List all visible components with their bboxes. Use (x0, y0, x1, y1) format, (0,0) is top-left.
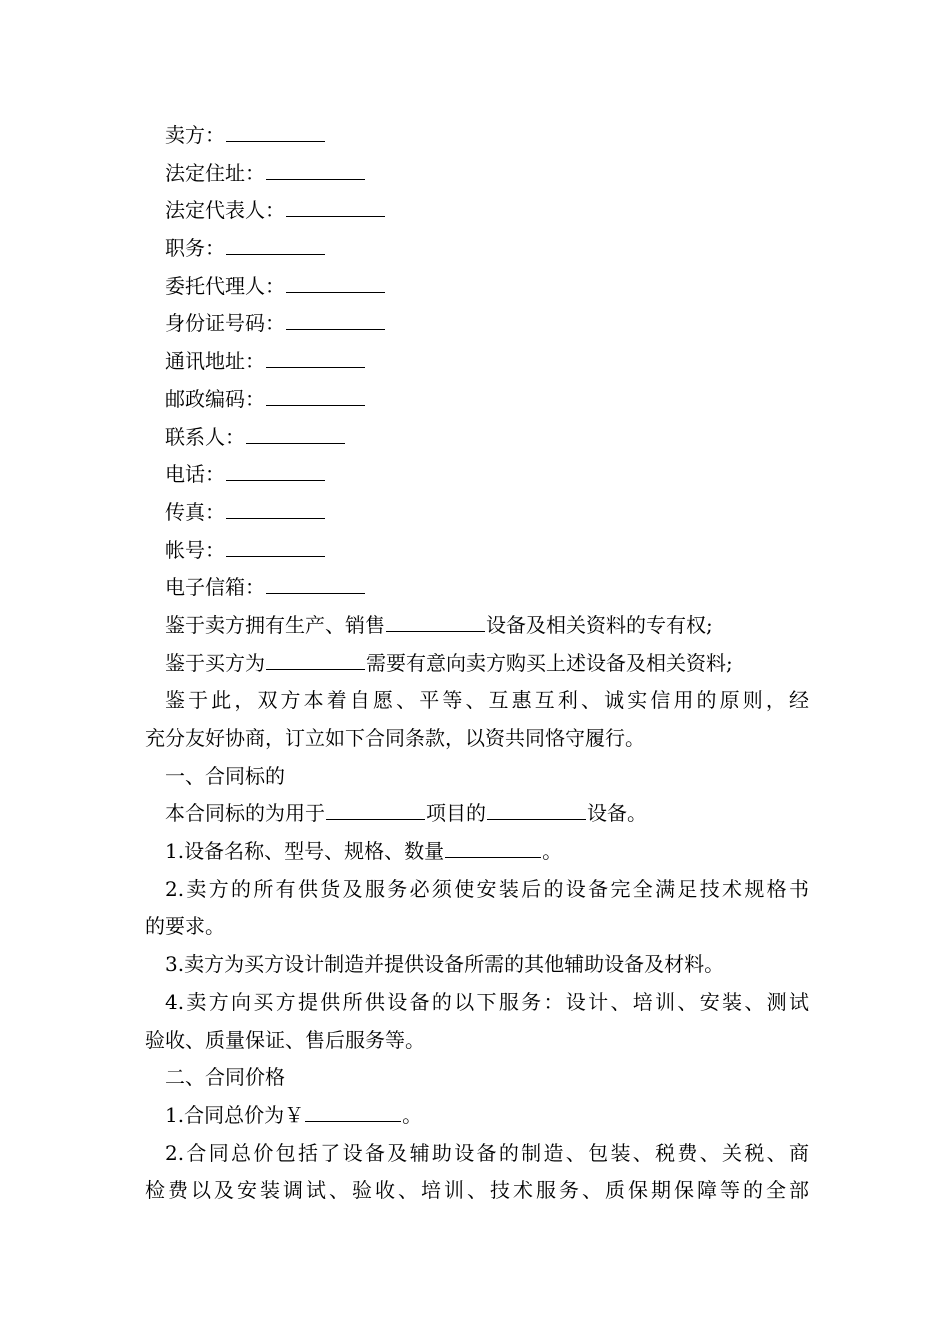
field-label: 卖方： (165, 123, 225, 147)
section-heading-price: 二、合同价格 (165, 1065, 285, 1090)
fill-in-blank (266, 651, 365, 670)
field-authorized-agent (145, 268, 809, 306)
fill-in-blank (226, 123, 325, 142)
field-label: 电子信箱： (165, 575, 265, 600)
fill-in-blank (226, 538, 325, 557)
clause-2-1 (145, 1097, 809, 1135)
field-account (145, 532, 809, 570)
recital-text: 鉴于买方为 (165, 650, 265, 675)
field-label: 职务： (165, 236, 225, 261)
fill-in-blank (326, 801, 425, 820)
recital-agreement-line-1: 鉴于此，双方本着自愿、平等、互惠互利、诚实信用的原则，经 (165, 688, 809, 713)
field-email (145, 569, 809, 607)
clause-text: 1.合同总价为￥ (165, 1102, 305, 1127)
clause-text: 。 (542, 839, 563, 864)
fill-in-blank (286, 198, 385, 217)
section-heading-subject: 一、合同标的 (165, 763, 285, 788)
fill-in-blank (445, 839, 541, 858)
field-label: 联系人： (165, 424, 245, 449)
field-label: 传真： (165, 499, 225, 524)
field-mailing-address (145, 343, 809, 381)
clause-1-2-line-1: 2.卖方的所有供货及服务必须使安装后的设备完全满足技术规格书 (165, 876, 809, 901)
recital-seller-rights (145, 607, 809, 645)
field-legal-representative (145, 192, 809, 230)
field-label: 帐号： (165, 537, 225, 562)
fill-in-blank (226, 462, 325, 481)
clause-1-3: 3.卖方为买方设计制造并提供设备所需的其他辅助设备及材料。 (165, 952, 725, 977)
fill-in-blank (286, 311, 385, 330)
fill-in-blank (266, 387, 365, 406)
clause-1-4-line-1: 4.卖方向买方提供所供设备的以下服务：设计、培训、安装、测试 (165, 989, 809, 1014)
fill-in-blank (266, 161, 365, 180)
clause-1-2-line-2: 的要求。 (145, 914, 225, 939)
recital-text: 需要有意向卖方购买上述设备及相关资料; (366, 650, 733, 675)
field-label: 法定住址： (165, 160, 265, 185)
subject-intro (145, 795, 809, 833)
fill-in-blank (246, 425, 345, 444)
field-label: 法定代表人： (165, 198, 285, 223)
field-label: 邮政编码： (165, 386, 265, 411)
fill-in-blank (487, 801, 586, 820)
field-contact-person (145, 419, 809, 457)
clause-text: 本合同标的为用于 (165, 801, 325, 826)
fill-in-blank (305, 1103, 401, 1122)
clause-1-1 (145, 833, 809, 871)
field-id-number (145, 305, 809, 343)
clause-text: 项目的 (426, 801, 486, 826)
fill-in-blank (226, 236, 325, 255)
field-phone (145, 456, 809, 494)
fill-in-blank (266, 349, 365, 368)
field-seller (145, 117, 809, 155)
clause-1-4-line-2: 验收、质量保证、售后服务等。 (145, 1027, 425, 1052)
field-label: 委托代理人： (165, 273, 285, 298)
fill-in-blank (266, 575, 365, 594)
recital-text: 设备及相关资料的专有权; (486, 612, 713, 637)
field-position (145, 230, 809, 268)
recital-text: 鉴于卖方拥有生产、销售 (165, 612, 385, 637)
document-body (145, 117, 809, 1210)
field-label: 身份证号码： (165, 311, 285, 336)
field-legal-address (145, 155, 809, 193)
clause-2-2-line-1: 2.合同总价包括了设备及辅助设备的制造、包装、税费、关税、商 (165, 1140, 809, 1165)
fill-in-blank (286, 274, 385, 293)
field-fax (145, 494, 809, 532)
clause-text: 设备。 (587, 801, 647, 826)
clause-2-2-line-2: 检费以及安装调试、验收、培训、技术服务、质保期保障等的全部 (145, 1178, 809, 1203)
fill-in-blank (226, 500, 325, 519)
clause-text: 1.设备名称、型号、规格、数量 (165, 839, 445, 864)
field-label: 电话： (165, 462, 225, 487)
recital-buyer-intent (145, 645, 809, 683)
clause-text: 。 (402, 1102, 423, 1127)
field-postal-code (145, 381, 809, 419)
field-label: 通讯地址： (165, 349, 265, 374)
recital-agreement-line-2: 充分友好协商，订立如下合同条款，以资共同恪守履行。 (145, 726, 645, 750)
fill-in-blank (386, 613, 485, 632)
